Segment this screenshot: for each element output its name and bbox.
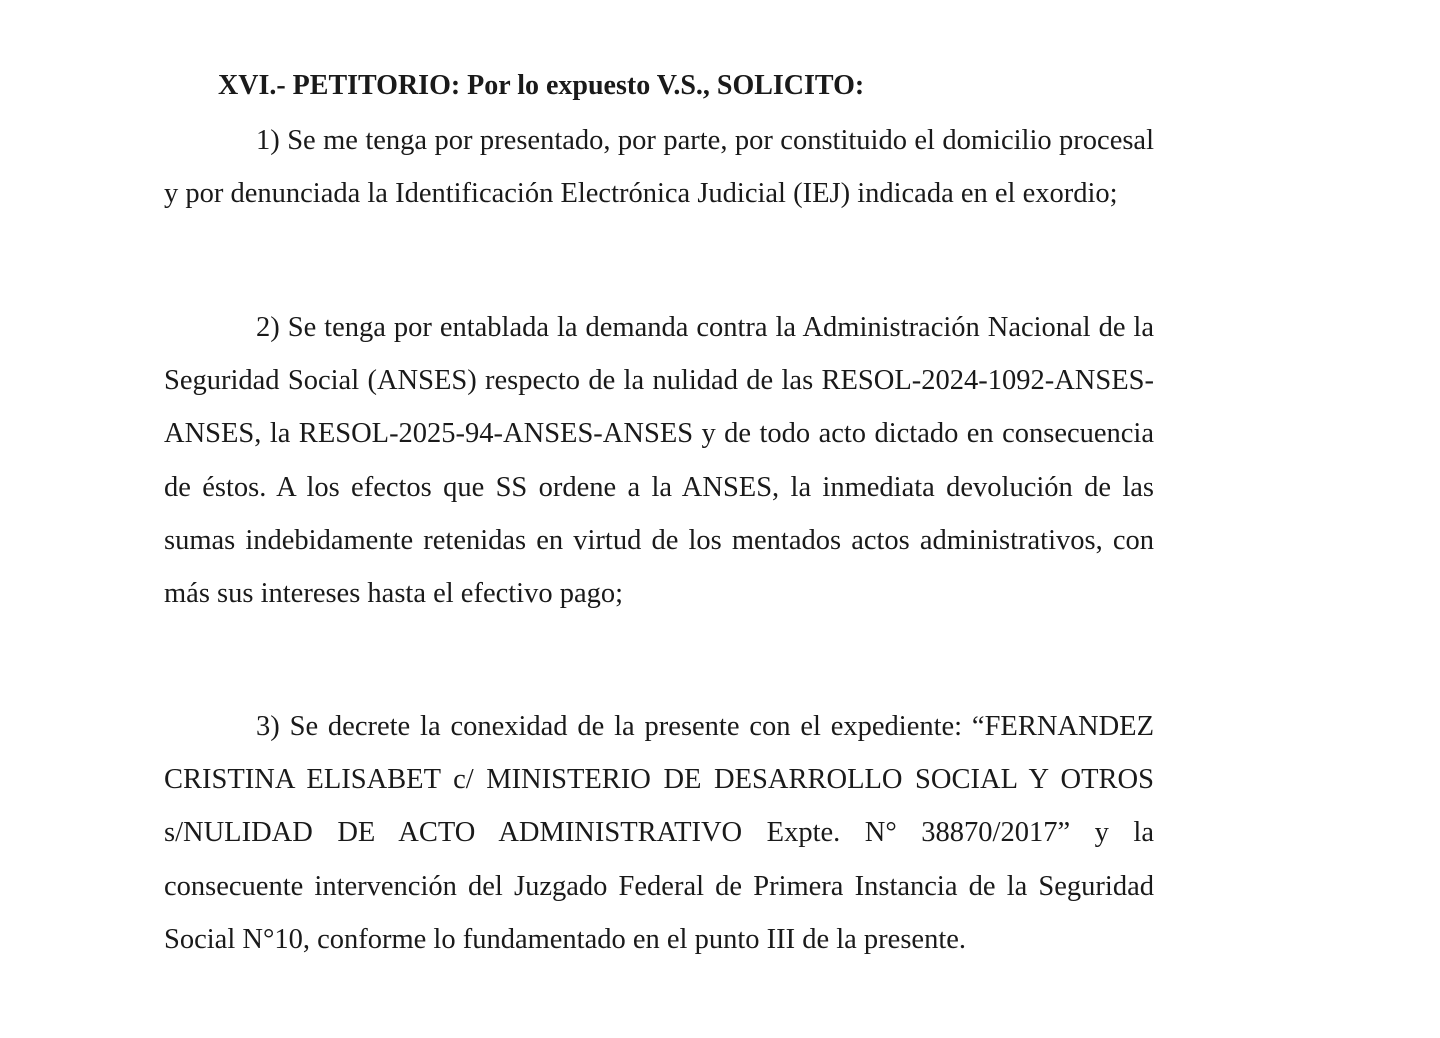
item-number: 1) [256,125,280,156]
petition-item-1 [164,114,1154,220]
item-number: 2) [256,312,280,343]
section-heading: XVI.- PETITORIO: Por lo expuesto V.S., SOLICITO: [218,70,865,101]
item-text: Se me tenga por presentado, por parte, por constituido el domicilio procesal y por denunciada la Identificación Electrónica Judicial (IEJ) indicada en el exordio; [164,125,1154,210]
item-text: Se decrete la conexidad de la presente con el expediente: “FERNANDEZ CRISTINA ELISABET c/ MINISTERIO DE DESARROLLO SOCIAL Y OTROS s/NULIDAD DE ACTO ADMINISTRATIVO Expte. N° 38870/2017” y la consecuente intervención del Juzgado Federal de Primera Instancia de la Seguridad Social N°10, conforme lo fundamentado en el punto III de la presente. [164,711,1154,955]
item-number: 3) [256,711,280,742]
petition-item-2 [164,301,1154,620]
petition-item-3 [164,700,1154,966]
item-text: Se tenga por entablada la demanda contra la Administración Nacional de la Seguridad Social (ANSES) respecto de la nulidad de las RESOL-2024-1092-ANSES-ANSES, la RESOL-2025-94-ANSES-ANSES y de todo acto dictado en consecuencia de éstos. A los efectos que SS ordene a la ANSES, la inmediata devolución de las sumas indebidamente retenidas en virtud de los mentados actos administrativos, con más sus intereses hasta el efectivo pago; [164,312,1155,610]
